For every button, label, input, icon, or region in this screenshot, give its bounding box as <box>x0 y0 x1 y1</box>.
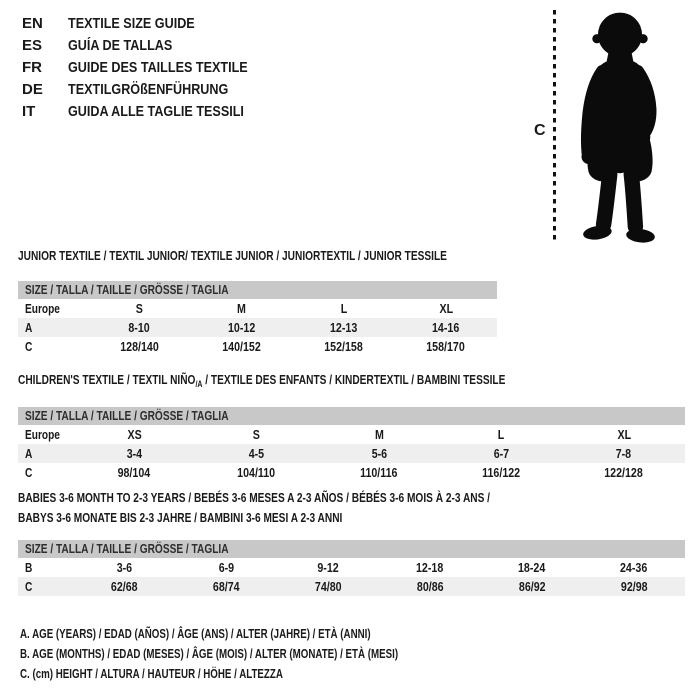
legend-row-es <box>22 35 282 57</box>
row-label: A <box>25 320 33 335</box>
guide-title-fr: GUIDE DES TAILLES TEXTILE <box>68 59 248 76</box>
guide-title-de: TEXTILGRÖßENFÜHRUNG <box>68 81 229 98</box>
size-cell: M <box>236 301 246 316</box>
size-header-bar: SIZE / TALLA / TAILLE / GRÖSSE / TAGLIA <box>18 281 497 299</box>
row-label: Europe <box>25 301 60 316</box>
table-row-months <box>18 558 685 577</box>
row-label: Europe <box>25 427 60 442</box>
table-row-europe <box>18 425 685 444</box>
height-cell: 116/122 <box>482 465 521 480</box>
legend-row-it <box>22 101 282 123</box>
height-dashed-line <box>553 10 556 244</box>
lang-code: ES <box>22 37 43 54</box>
babies-textile-section <box>18 488 685 596</box>
table-row-europe <box>18 299 497 318</box>
age-cell: 6-7 <box>493 446 510 461</box>
months-cell: 3-6 <box>116 560 132 575</box>
months-cell: 6-9 <box>218 560 234 575</box>
height-cell: 98/104 <box>117 465 151 480</box>
note-age-years: A. AGE (YEARS) / EDAD (AÑOS) / ÂGE (ANS) / ALTER (JAHRE) / ETÀ (ANNI) <box>20 626 371 641</box>
legend-row-fr <box>22 57 282 79</box>
months-cell: 12-18 <box>416 560 444 575</box>
lang-code: DE <box>22 81 43 98</box>
legend-row-en <box>22 13 282 35</box>
height-cell: 86/92 <box>518 579 546 594</box>
height-cell: 104/110 <box>237 465 276 480</box>
childrens-textile-section <box>18 372 685 482</box>
age-cell: 5-6 <box>371 446 387 461</box>
height-cell: 128/140 <box>119 339 159 354</box>
size-header-bar: SIZE / TALLA / TAILLE / GRÖSSE / TAGLIA <box>18 407 685 425</box>
junior-section-title: JUNIOR TEXTILE / TEXTIL JUNIOR/ TEXTILE JUNIOR / JUNIORTEXTIL / JUNIOR TESSILE <box>18 248 447 263</box>
height-cell: 62/68 <box>110 579 138 594</box>
row-label: C <box>25 579 33 594</box>
height-cell: 80/86 <box>416 579 444 594</box>
guide-title-es: GUÍA DE TALLAS <box>68 37 173 54</box>
height-measure-label: C <box>534 122 546 139</box>
babies-section-title-line1: BABIES 3-6 MONTH TO 2-3 YEARS / BEBÉS 3-6 MESES A 2-3 AÑOS / BÉBÉS 3-6 MOIS À 2-3 ANS / <box>18 490 490 505</box>
lang-code: EN <box>22 15 43 32</box>
size-cell: XL <box>617 427 631 442</box>
height-cell: 92/98 <box>620 579 648 594</box>
months-cell: 24-36 <box>620 560 648 575</box>
size-cell: S <box>253 427 261 442</box>
age-cell: 4-5 <box>248 446 265 461</box>
table-row-age <box>18 318 497 337</box>
guide-title-it: GUIDA ALLE TAGLIE TESSILI <box>68 103 244 120</box>
row-label: C <box>25 465 33 480</box>
height-cell: 152/158 <box>324 339 363 354</box>
height-cell: 68/74 <box>212 579 240 594</box>
table-row-height <box>18 577 685 596</box>
language-legend <box>22 13 282 123</box>
guide-title-en: TEXTILE SIZE GUIDE <box>68 15 195 32</box>
lang-code: FR <box>22 59 42 76</box>
size-cell: M <box>374 427 384 442</box>
height-cell: 158/170 <box>426 339 466 354</box>
toddler-silhouette-icon <box>561 8 679 244</box>
age-cell: 10-12 <box>227 320 256 335</box>
age-cell: 3-4 <box>126 446 142 461</box>
table-row-age <box>18 444 685 463</box>
childrens-section-title: CHILDREN'S TEXTILE / TEXTIL $NIÑO_{/A}$ / TEXTILE DES ENFANTS / KINDERTEXTIL / BAMBINI TESSILE <box>18 372 506 389</box>
lang-code: IT <box>22 103 36 120</box>
row-label: C <box>25 339 33 354</box>
height-cell: 110/116 <box>360 465 398 480</box>
junior-textile-section <box>18 248 497 356</box>
row-label: A <box>25 446 33 461</box>
measurement-figure <box>528 6 693 246</box>
age-cell: 14-16 <box>432 320 460 335</box>
size-cell: XL <box>439 301 453 316</box>
height-cell: 122/128 <box>604 465 644 480</box>
age-cell: 12-13 <box>329 320 358 335</box>
size-cell: L <box>340 301 347 316</box>
height-cell: 140/152 <box>222 339 261 354</box>
subscript-text: /A <box>195 379 203 389</box>
size-cell: S <box>135 301 143 316</box>
note-height-cm: C. (cm) HEIGHT / ALTURA / HAUTEUR / HÖHE / ALTEZZA <box>20 666 283 681</box>
legend-notes <box>20 624 524 684</box>
babies-section-title-line2: BABYS 3-6 MONATE BIS 2-3 JAHRE / BAMBINI 3-6 MESI A 2-3 ANNI <box>18 510 343 525</box>
months-cell: 18-24 <box>518 560 546 575</box>
age-cell: 8-10 <box>128 320 150 335</box>
size-header-bar: SIZE / TALLA / TAILLE / GRÖSSE / TAGLIA <box>18 540 685 558</box>
row-label: B <box>25 560 33 575</box>
size-cell: L <box>498 427 505 442</box>
table-row-height <box>18 463 685 482</box>
legend-row-de <box>22 79 282 101</box>
height-cell: 74/80 <box>314 579 342 594</box>
age-cell: 7-8 <box>616 446 632 461</box>
note-age-months: B. AGE (MONTHS) / EDAD (MESES) / ÂGE (MOIS) / ALTER (MONATE) / ETÀ (MESI) <box>20 646 399 661</box>
table-row-height <box>18 337 497 356</box>
months-cell: 9-12 <box>317 560 339 575</box>
size-cell: XS <box>127 427 142 442</box>
